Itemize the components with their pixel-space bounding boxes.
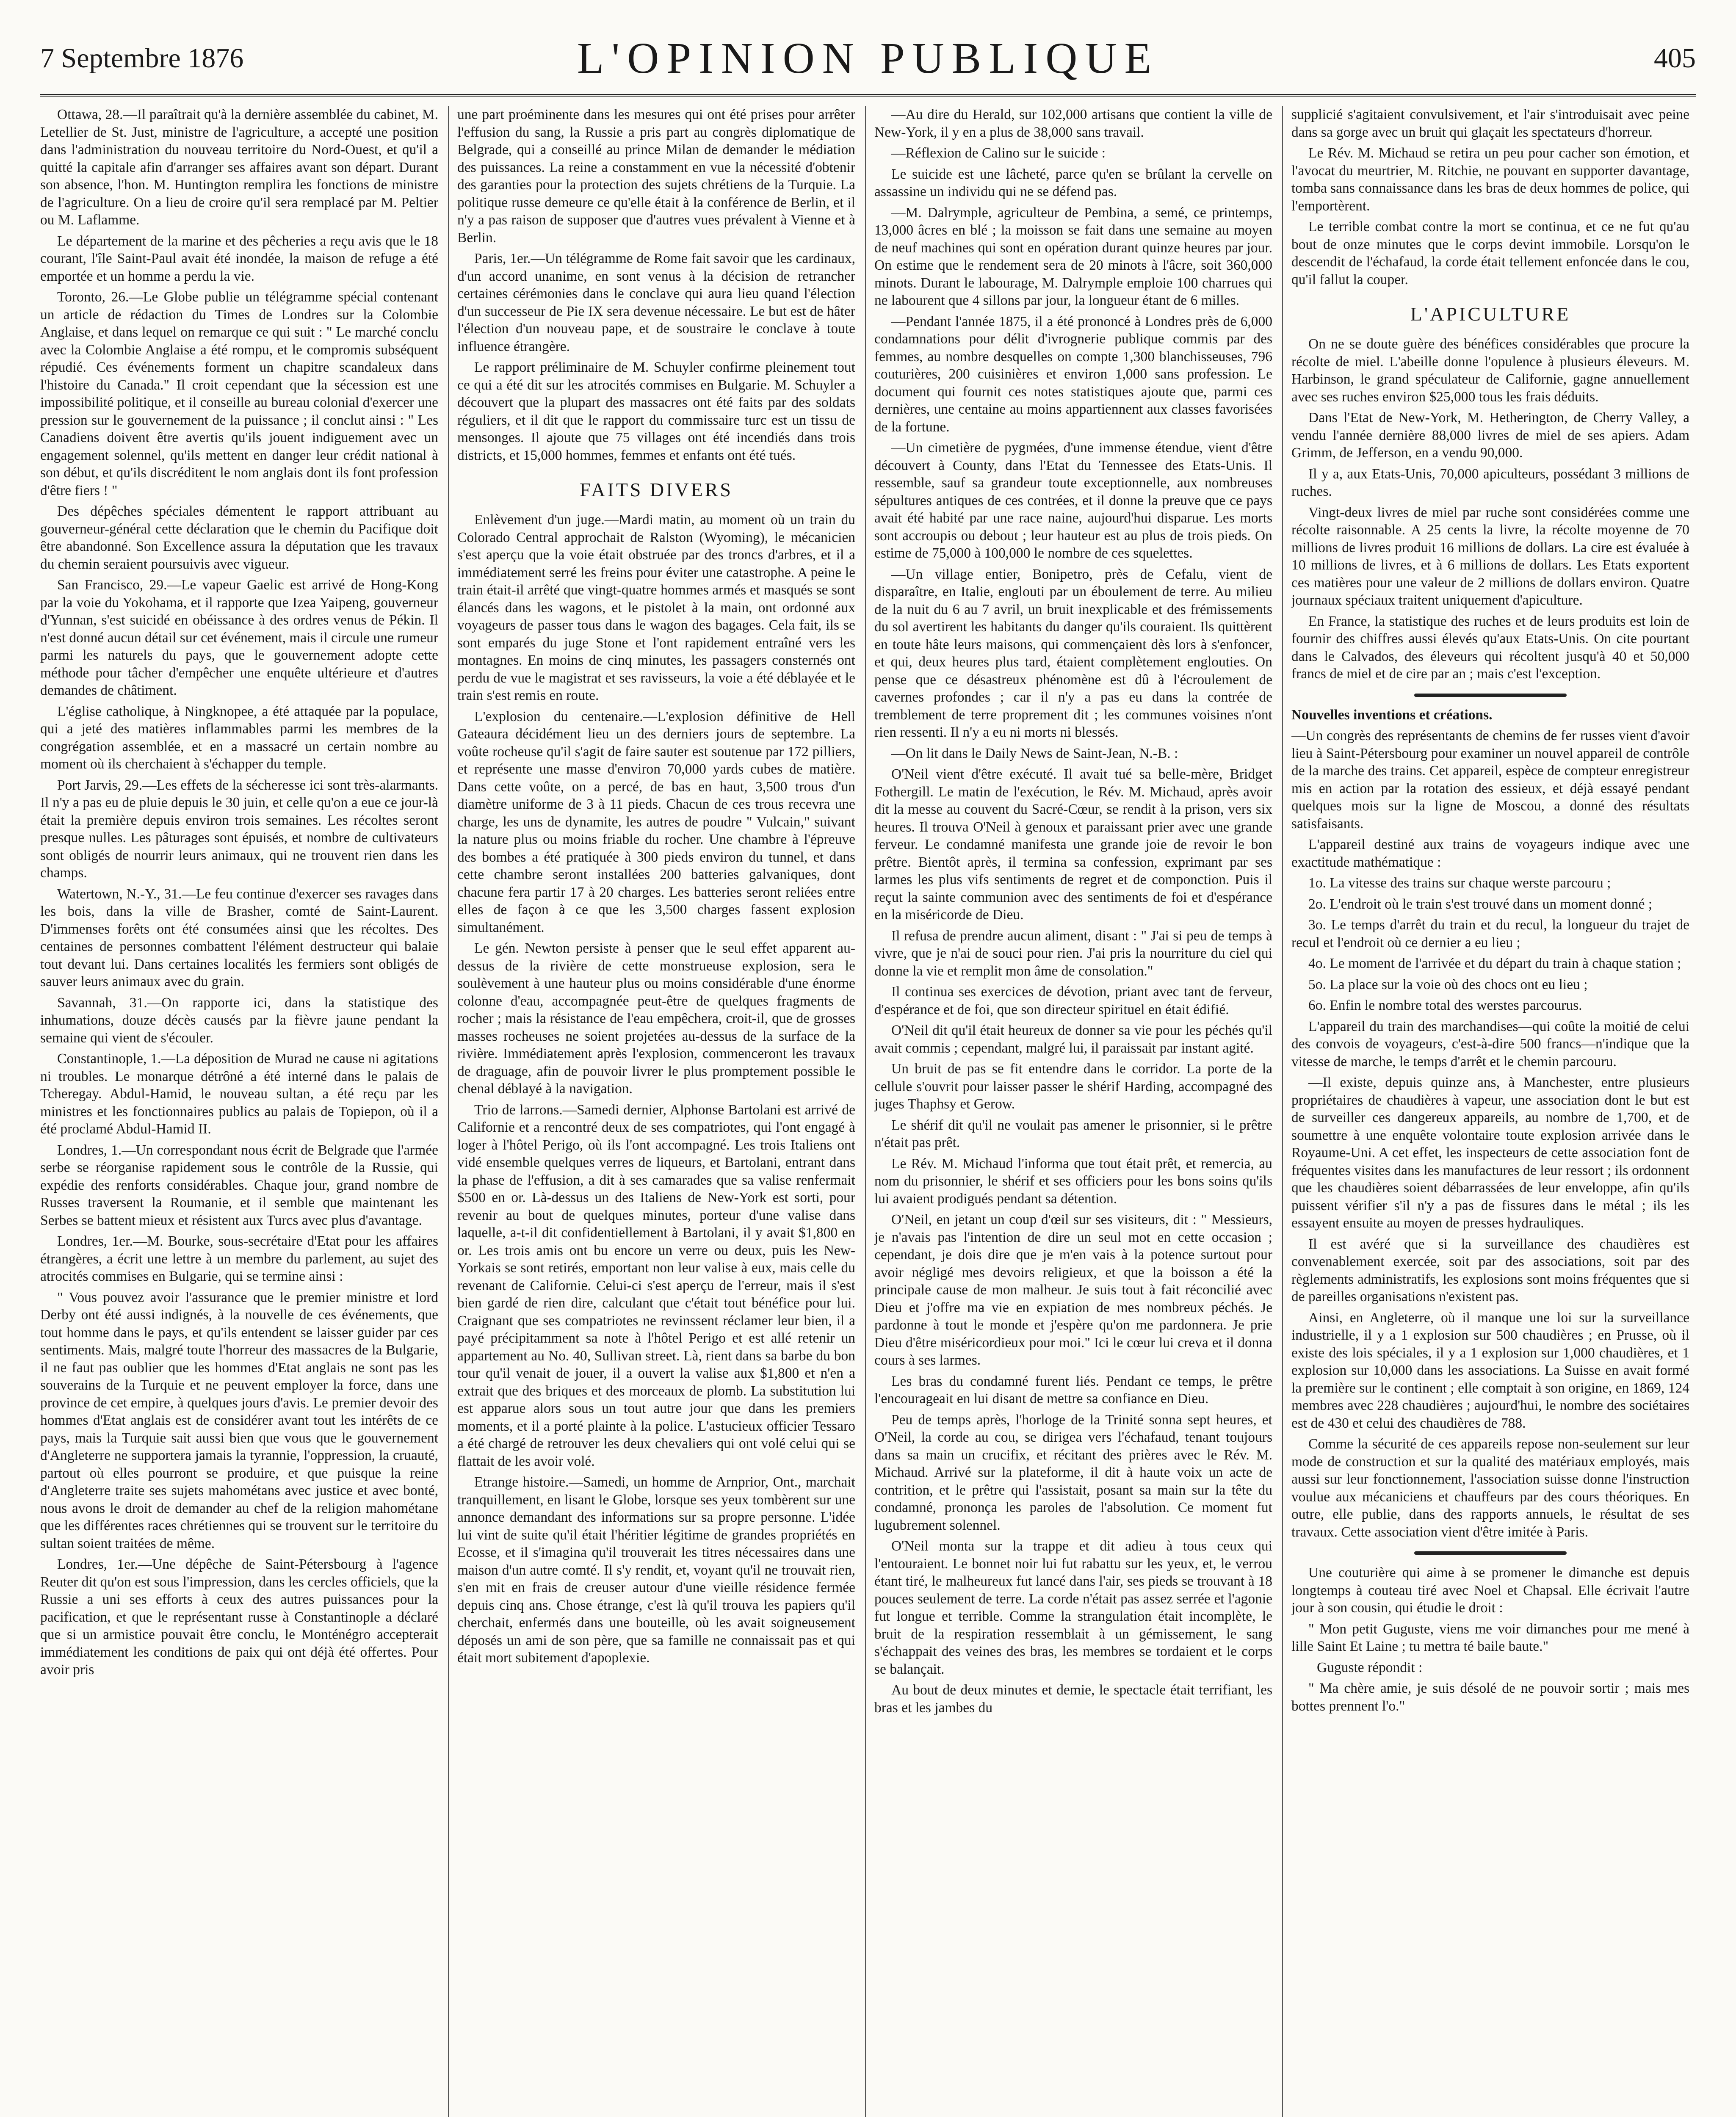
news-paragraph: O'Neil, en jetant un coup d'œil sur ses visiteurs, dit : " Messieurs, je n'avais pas l'intention de dire un seul mot en cette occasion ; cependant, je dois dire que je m'en vais à la potence surtout pour avoir négligé mes devoirs religieux, et que la boisson a été la principale cause de mon malheur. Je suis tout à fait réconcilié avec Dieu et j'offre ma vie en expiation de mes nombreux péchés. Je pardonne à tout le monde et j'espère qu'on me pardonnera. Je prie Dieu d'être miséricordieux pour moi." Ici le cœur lui creva et il donna cours à ses larmes. xyxy=(874,1212,1272,1368)
news-paragraph: Guguste répondit : xyxy=(1317,1659,1423,1675)
masthead xyxy=(40,30,1696,94)
news-paragraph: " Mon petit Guguste, viens me voir dimanches pour me mené à lille Saint Et Laine ; tu mettra té baile baute." xyxy=(1291,1621,1689,1654)
news-paragraph: Le shérif dit qu'il ne voulait pas amener le prisonnier, si le prêtre n'était pas prêt. xyxy=(874,1117,1272,1150)
news-paragraph: Port Jarvis, 29.—Les effets de la sécheresse ici sont très-alarmants. Il n'y a pas eu de pluie depuis le 30 juin, et celle qu'on a eue ce jour-là était la première depuis environ trois semaines. Les récoltes seront presque nulles. Les pâturages sont épuisés, et nombre de cultivateurs sont obligés de nourrir leurs animaux, qui ne trouvent rien dans les champs. xyxy=(40,777,438,881)
news-paragraph: Enlèvement d'un juge.—Mardi matin, au moment où un train du Colorado Central approchait de Ralston (Wyoming), le mécanicien s'est aperçu que la voie était obstruée par des troncs d'arbres, et il a immédiatement serré les freins pour éviter une catastrophe. A peine le train était-il arrêté que vingt-quatre hommes armés et masqués se sont élancés dans les wagons, et le pistolet à la main, ont ordonné aux voyageurs de passer tous dans le wagon des bagages. Cela fait, ils se sont emparés du juge Stone et l'ont rapidement entraîné vers les montagnes. En moins de cinq minutes, les passagers consternés ont perdu de vue le magistrat et ses ravisseurs, la voie a été déblayée et le train s'est remis en route. xyxy=(457,512,855,703)
news-paragraph: —Un village entier, Bonipetro, près de Cefalu, vient de disparaître, en Italie, englouti par un éboulement de terre. Au milieu de la nuit du 6 au 7 avril, un bruit inexplicable et des frémissements du sol avertirent les habitants du danger qu'ils couraient. Ils quittèrent en toute hâte leurs maisons, qui commençaient dès lors à s'enfoncer, et qui, deux heures plus tard, étaient complètement englouties. On pense que ce désastreux phénomène est dû à l'écroulement de cavernes profondes ; car il n'y a pas eu dans la contrée de tremblement de terre proprement dit ; les communes voisines n'ont rien ressenti. Il n'y a eu ni morts ni blessés. xyxy=(874,566,1272,740)
news-paragraph: L'appareil destiné aux trains de voyageurs indique avec une exactitude mathématique : xyxy=(1291,837,1689,870)
news-paragraph: —Il existe, depuis quinze ans, à Manchester, entre plusieurs propriétaires de chaudières à vapeur, une association dont le but est de surveiller ces dangereux appareils, au nombre de 1,700, et de soumettre à une enquête volontaire toute explosion arrivée dans le Royaume-Uni. A cet effet, les inspecteurs de cette association font de fréquentes visites dans les manufactures de leur ressort ; ils ordonnent que les chaudières soient débarrassées de leur enveloppe, afin qu'ils puissent vérifier s'il n'y a pas de fissures dans le métal ; ils les essayent ensuite au moyen de presses hydrauliques. xyxy=(1291,1075,1689,1231)
news-paragraph: supplicié s'agitaient convulsivement, et l'air s'introduisait avec peine dans sa gorge avec un bruit qui glaçait les spectateurs d'horreur. xyxy=(1291,107,1689,140)
news-paragraph: —Au dire du Herald, sur 102,000 artisans que contient la ville de New-York, il y en a plus de 38,000 sans travail. xyxy=(874,107,1272,140)
news-paragraph: Le suicide est une lâcheté, parce qu'en se brûlant la cervelle on assassine un individu qui ne se défend pas. xyxy=(874,166,1272,199)
news-paragraph: Savannah, 31.—On rapporte ici, dans la statistique des inhumations, douze décès causés par la fièvre jaune pendant la semaine qui vient de s'écouler. xyxy=(40,995,438,1046)
news-paragraph: Il continua ses exercices de dévotion, priant avec tant de ferveur, d'espérance et de foi, que son directeur spirituel en était édifié. xyxy=(874,984,1272,1017)
news-paragraph: O'Neil vient d'être exécuté. Il avait tué sa belle-mère, Bridget Fothergill. Le matin de l'exécution, le Rév. M. Michaud, après avoir dit la messe au couvent du Sacré-Cœur, se rendit à la prison, vers six heures. Il trouva O'Neil à genoux et paraissant prier avec une grande ferveur. Le condamné manifesta une grande joie de revoir le bon prêtre. Bientôt après, il termina sa confession, exprimant par ses larmes les plus vifs sentiments de regret et de componction. Puis il reçut la sainte communion avec des sentiments de foi et d'espérance en la miséricorde de Dieu. xyxy=(874,766,1272,923)
news-paragraph: Le Rév. M. Michaud se retira un peu pour cacher son émotion, et l'avocat du meurtrier, M. Ritchie, ne pouvant en supporter davantage, tomba sans connaissance dans les bras de deux hommes de police, qui l'emportèrent. xyxy=(1291,145,1689,214)
news-paragraph: En France, la statistique des ruches et de leurs produits est loin de fournir des chiffres aussi élevés qu'aux Etats-Unis. On cite pourtant dans le Calvados, des éleveurs qui récoltent jusqu'à 40 et 50,000 francs de miel et de cire par an ; mais c'est l'exception. xyxy=(1291,613,1689,682)
newspaper-title: L'OPINION PUBLIQUE xyxy=(577,34,1159,83)
news-paragraph: Les bras du condamné furent liés. Pendant ce temps, le prêtre l'encourageait en lui disant de mettre sa confiance en Dieu. xyxy=(874,1373,1272,1407)
news-paragraph: Des dépêches spéciales démentent le rapport attribuant au gouverneur-général cette déclaration que le chemin du Pacifique doit être abandonné. Son Excellence assura la députation que les travaux du chemin seraient poursuivis avec vigueur. xyxy=(40,503,438,572)
news-paragraph: Le gén. Newton persiste à penser que le seul effet apparent au-dessus de la rivière de cette monstrueuse explosion, sera le soulèvement à une hauteur plus ou moins considérable d'une énorme colonne d'eau, accompagnée peut-être de quelques fragments de rocher ; mais la résistance de l'eau empêchera, croit-il, que de grosses masses rocheuses ne soient projetées au-dessus de la surface de la rivière. Immédiatement après l'explosion, commenceront les travaux de draguage, afin de pouvoir livrer le plus promptement possible le chenal déblayé à la navigation. xyxy=(457,940,855,1097)
news-paragraph: Paris, 1er.—Un télégramme de Rome fait savoir que les cardinaux, d'un accord unanime, en sont venus à la décision de retrancher certaines cérémonies dans le conclave qui aura lieu quand l'élection d'un successeur de Pie IX sera devenue nécessaire. Le but est de hâter l'élection d'un nouveau pape, et de soustraire le conclave à toute influence étrangère. xyxy=(457,251,855,354)
column-divider xyxy=(1282,106,1283,2117)
news-paragraph: Il refusa de prendre aucun aliment, disant : " J'ai si peu de temps à vivre, que je n'ai de souci pour rien. J'ai pris la nourriture du ciel qui donne la vie et remplit mon âme de consolation." xyxy=(874,928,1272,979)
news-paragraph: Une couturière qui aime à se promener le dimanche est depuis longtemps à couteau tiré avec Noel et Chapsal. Elle écrivait l'autre jour à son cousin, qui étudie le droit : xyxy=(1291,1565,1689,1616)
news-paragraph: 2o. L'endroit où le train s'est trouvé dans un moment donné ; xyxy=(1308,896,1653,912)
news-paragraph: —Réflexion de Calino sur le suicide : xyxy=(891,145,1106,161)
news-paragraph: Dans l'Etat de New-York, M. Hetherington, de Cherry Valley, a vendu l'année dernière 88,000 livres de miel de ses apiers. Adam Grimm, de Jefferson, en a vendu 90,000. xyxy=(1291,410,1689,461)
news-paragraph: Le rapport préliminaire de M. Schuyler confirme pleinement tout ce qui a été dit sur les atrocités commises en Bulgarie. M. Schuyler a découvert que la plupart des massacres ont été faits par des soldats réguliers, et il dit que le rapport du commissaire turc est un tissu de mensonges. Il ajoute que 75 villages ont été incendiés dans trois districts, et 15,000 hommes, femmes et enfants ont été tués. xyxy=(457,359,855,463)
column-divider xyxy=(865,106,866,2117)
ornament-divider xyxy=(1291,691,1689,699)
news-paragraph: Ainsi, en Angleterre, où il manque une loi sur la surveillance industrielle, il y a 1 explosion sur 500 chaudières ; en Prusse, où il existe des lois spéciales, il y a 1 explosion sur 1,000 chaudières, et 1 explosion sur 10,000 dans les associations. La Suisse en avait formé la première sur le continent ; elle comptait à son origine, en 1869, 124 membres avec 228 chaudières ; aujourd'hui, le nombre des sociétaires est de 430 et celui des chaudières de 788. xyxy=(1291,1310,1689,1431)
news-paragraph: Le terrible combat contre la mort se continua, et ce ne fut qu'au bout de onze minutes que le corps devint immobile. Lorsqu'on le descendit de l'échafaud, la corde était tellement enfoncée dans le cou, qu'il fallut la couper. xyxy=(1291,219,1689,287)
news-paragraph: —Un congrès des représentants de chemins de fer russes vient d'avoir lieu à Saint-Pétersbourg pour examiner un nouvel appareil de contrôle de la marche des trains. Cet appareil, espèce de compteur enregistreur mis en action par la rotation des essieux, et déjà essayé pendant quelques mois sur la ligne de Moscou, a donné des résultats satisfaisants. xyxy=(1291,728,1689,832)
section-heading-faits-divers: FAITS DIVERS xyxy=(579,479,733,500)
masthead-rule xyxy=(40,94,1696,97)
news-paragraph: Vingt-deux livres de miel par ruche sont considérées comme une récolte raisonnable. A 25 cents la livre, la récolte moyenne de 70 millions de livres produit 16 millions de dollars. La cire est évaluée à 10 millions de livres, et à 6 millions de dollars. Les Etats exportent ces matières pour une valeur de 2 millions de dollars environ. Quatre journaux spéciaux traitent uniquement d'apiculture. xyxy=(1291,504,1689,608)
column-2 xyxy=(457,106,855,2117)
news-paragraph: Londres, 1.—Un correspondant nous écrit de Belgrade que l'armée serbe se réorganise rapidement sous le contrôle de la Russie, qui expédie des renforts considérables. Chaque jour, grand nombre de Russes traversent la Roumanie, et il semble que maintenant les Serbes se battent mieux et résistent aux Turcs avec plus d'avantage. xyxy=(40,1142,438,1228)
news-paragraph: Le Rév. M. Michaud l'informa que tout était prêt, et remercia, au nom du prisonnier, le shérif et ses officiers pour les bons soins qu'ils lui avaient prodigués pendant sa détention. xyxy=(874,1155,1272,1207)
news-paragraph: Watertown, N.-Y., 31.—Le feu continue d'exercer ses ravages dans les bois, dans la ville de Brasher, comté de Saint-Laurent. D'immenses forêts ont été consumées ainsi que les récoltes. Des centaines de personnes combattent l'élément destructeur qui balaie tout devant lui. Dans certaines localités les fermiers sont obligés de sauver leurs animaux avec du grain. xyxy=(40,886,438,989)
page-number: 405 xyxy=(1654,43,1696,74)
news-paragraph: Londres, 1er.—M. Bourke, sous-secrétaire d'Etat pour les affaires étrangères, a écrit une lettre à un membre du parlement, au sujet des atrocités commises en Bulgarie, qui se termine ainsi : xyxy=(40,1233,438,1284)
section-heading-inventions: Nouvelles inventions et créations. xyxy=(1291,707,1493,723)
news-paragraph: Il est avéré que si la surveillance des chaudières est convenablement exercée, soit par des associations, soit par des règlements administratifs, les explosions sont moins fréquentes que si de pareilles organisations n'existent pas. xyxy=(1291,1236,1689,1304)
ornament-divider xyxy=(1291,1548,1689,1556)
news-paragraph: Constantinople, 1.—La déposition de Murad ne cause ni agitations ni troubles. Le monarque détrôné a été interné dans le palais de Tcheregay. Abdul-Hamid, le nouveau sultan, a été reçu par les ministres et les fonctionnaires publics au palais de Topiepon, où il a été proclamé Abdul-Hamid II. xyxy=(40,1051,438,1137)
column-divider xyxy=(448,106,449,2117)
news-paragraph: —On lit dans le Daily News de Saint-Jean, N.-B. : xyxy=(891,745,1178,761)
news-paragraph: Le département de la marine et des pêcheries a reçu avis que le 18 courant, l'île Saint-Paul avait été inondée, la maison de refuge a été emportée et un homme a perdu la vie. xyxy=(40,233,438,284)
news-paragraph: Londres, 1er.—Une dépêche de Saint-Pétersbourg à l'agence Reuter dit qu'on est sous l'impression, dans les cercles officiels, que la Russie a uni ses efforts à ceux des autres puissances pour la pacification, et que le représentant russe à Constantinople a déclaré que si un armistice pouvait être conclu, le Monténégro accepterait immédiatement les conditions de paix qui ont déjà été offertes. Pour avoir pris xyxy=(40,1556,438,1678)
news-paragraph: —M. Dalrymple, agriculteur de Pembina, a semé, ce printemps, 13,000 âcres en blé ; la moisson se fait dans une semaine au moyen de neuf machines qui sont en opération durant quinze heures par jour. On estime que le rendement sera de 20 minots à l'âcre, soit 360,000 minots. Durant le labourage, M. Dalrymple emploie 100 charrues qui ne labourent que 4 sillons par jour, la longueur étant de 6 milles. xyxy=(874,205,1272,308)
news-paragraph: —Un cimetière de pygmées, d'une immense étendue, vient d'être découvert à County, dans l'Etat du Tennessee des Etats-Unis. Il ressemble, sauf sa grandeur toute exceptionnelle, aux nombreuses sépultures antiques de ces contrées, et il donne la preuve que ce pays avait été habité par une race naine, aujourd'hui disparue. Les morts sont accroupis ou debout ; leur hauteur est au plus de trois pieds. On estime de 75,000 à 100,000 le nombre de ces squelettes. xyxy=(874,440,1272,561)
news-paragraph: 5o. La place sur la voie où des chocs ont eu lieu ; xyxy=(1308,976,1588,992)
news-paragraph: Peu de temps après, l'horloge de la Trinité sonna sept heures, et O'Neil, la corde au cou, se dirigea vers l'échafaud, tenant toujours dans sa main un crucifix, et récitant des prières avec le Rév. M. Michaud. Arrivé sur la plateforme, il dit à haute voix un acte de contrition, et le prêtre qui l'assistait, posant sa main sur la tête du condamné, prononça les paroles de l'absolution. Ce moment fut lugubrement solennel. xyxy=(874,1412,1272,1533)
section-heading-apiculture: L'APICULTURE xyxy=(1410,303,1571,325)
news-paragraph: " Vous pouvez avoir l'assurance que le premier ministre et lord Derby ont été aussi indignés, à la nouvelle de ces événements, que tout homme dans le pays, et qu'ils entendent se laisser guider par ces sentiments. Mais, malgré toute l'horreur des massacres de la Bulgarie, il ne faut pas oublier que les hommes d'Etat anglais ne sont pas les souverains de la Turquie et ne peuvent employer la force, dans une province de cet empire, à quelques jours d'avis. Le premier devoir des hommes d'Etat anglais est de considérer avant tout les intérêts de ce pays, mais la Turquie sait aussi bien que vous que le gouvernement d'Angleterre ne supportera jamais la tyrannie, l'oppression, la cruauté, partout où elles pourront se produire, et que puisque la reine d'Angleterre traite ses sujets mahométans avec justice et avec bonté, nous avons le droit de demander au chef de la religion mahométane que les différentes races chrétiennes qui se trouvent sur le territoire du sultan soient traitées de même. xyxy=(40,1289,438,1551)
news-paragraph: 4o. Le moment de l'arrivée et du départ du train à chaque station ; xyxy=(1308,956,1681,971)
news-paragraph: une part proéminente dans les mesures qui ont été prises pour arrêter l'effusion du sang, la Russie a pris part au congrès diplomatique de Belgrade, qui a conseillé au prince Milan de demander le médiation des puissances. La reine a constamment en vue la nécessité d'obtenir des garanties pour la protection des sujets chrétiens de la Turquie. La politique russe demeure ce qu'elle était à la conférence de Berlin, et il n'y a pas raison de supposer que d'autres vues prévalent à Vienne et à Berlin. xyxy=(457,107,855,246)
news-paragraph: Un bruit de pas se fit entendre dans le corridor. La porte de la cellule s'ouvrit pour laisser passer le shérif Harding, accompagné des juges Thaphsy et Gerow. xyxy=(874,1061,1272,1112)
news-paragraph: Trio de larrons.—Samedi dernier, Alphonse Bartolani est arrivé de Californie et a rencontré deux de ses compatriotes, qui l'ont engagé à loger à l'hôtel Perigo, où ils l'ont accompagné. Les trois Italiens ont vidé ensemble quelques verres de liqueurs, et Bartolani, entrant dans la phase de l'effusion, a dit à ses camarades que sa valise renfermait $500 en or. Là-dessus un des Italiens de New-York est sorti, pour revenir au bout de quelques minutes, porteur d'une valise dans laquelle, a-t-il dit confidentiellement à Bartolani, il y avait $1,800 en or. Les trois amis ont bu encore un verre ou deux, puis les New-Yorkais se sont retirés, emportant non leur valise à eux, mais celle du revenant de Californie. Celui-ci s'est aperçu de l'erreur, mais il s'est bien gardé de rien dire, calculant que c'était tout bénéfice pour lui. Craignant que ses compatriotes ne revinssent réclamer leur bien, il a payé précipitamment sa note à l'hôtel Perigo et est allé retenir un appartement au No. 40, Sullivan street. Là, rient dans sa barbe du bon tour qu'il venait de jouer, il a ouvert la valise aux $1,800 et n'en a extrait que des briques et des morceaux de plomb. La substitution lui est apparue alors sous un tout autre jour que dans les premiers moments, et il a porté plainte à la police. L'astucieux officier Tessaro a été chargé de retrouver les deux chevaliers qui ont volé celui qui se flattait de les avoir volé. xyxy=(457,1102,855,1469)
news-paragraph: Toronto, 26.—Le Globe publie un télégramme spécial contenant un article de rédaction du Times de Londres sur la Colombie Anglaise, et dans lequel on remarque ce qui suit : " Le marché conclu avec la Colombie Anglaise a été rompu, et le compromis subséquent répudié. Ces événements forment un chapitre scandaleux dans l'histoire du Canada." Il croit cependant que la sécession est une impossibilité politique, et il conseille au bureau colonial d'exercer une pression sur le gouvernement de la puissance ; il conclut ainsi : " Les Canadiens doivent être avertis qu'ils jouent indiguement avec un engagement solennel, qu'ils mettent en danger leur crédit national à son début, et qu'ils discréditent le nom anglais dont ils font profession d'être fiers ! " xyxy=(40,289,438,498)
column-1 xyxy=(40,106,438,2117)
news-paragraph: —Pendant l'année 1875, il a été prononcé à Londres près de 6,000 condamnations pour délit d'ivrognerie publique commis par des femmes, au nombre desquelles on compte 1,300 blanchisseuses, 796 couturières, 200 cuisinières et environ 1,000 sans profession. Le document qui fournit ces notes statistiques ajoute que, parmi ces dernières, une centaine au moins appartiennent aux classes favorisées de la fortune. xyxy=(874,313,1272,435)
news-paragraph: 1o. La vitesse des trains sur chaque werste parcouru ; xyxy=(1308,875,1611,891)
news-paragraph: Au bout de deux minutes et demie, le spectacle était terrifiant, les bras et les jambes du xyxy=(874,1682,1272,1716)
news-paragraph: L'appareil du train des marchandises—qui coûte la moitié de celui des convois de voyageurs, c'est-à-dire 500 francs—n'indique que la vitesse de marche, le temps d'arrêt et le chemin parcouru. xyxy=(1291,1018,1689,1070)
news-paragraph: Ottawa, 28.—Il paraîtrait qu'à la dernière assemblée du cabinet, M. Letellier de St. Just, ministre de l'agriculture, a accepté une position dans l'administration du nouveau territoire du Nord-Ouest, et qu'il a quitté la capitale afin d'arranger ses affaires avant son départ. Durant son absence, l'hon. M. Huntington remplira les fonctions de ministre de l'agriculture. On a lieu de croire qu'il sera remplacé par M. Peltier ou M. Laflamme. xyxy=(40,107,438,228)
news-paragraph: L'église catholique, à Ningknopee, a été attaquée par la populace, qui a jeté des matières inflammables parmi les membres de la congrégation assemblée, et en a massacré un certain nombre au moment où ils cherchaient à s'échapper du temple. xyxy=(40,703,438,772)
column-3 xyxy=(874,106,1272,2117)
news-paragraph: 6o. Enfin le nombre total des werstes parcourus. xyxy=(1308,998,1582,1013)
news-paragraph: L'explosion du centenaire.—L'explosion définitive de Hell Gateaura décidément lieu un des derniers jours de septembre. La voûte rocheuse qu'il s'agit de faire sauter est soutenue par 172 pilliers, et représente une masse d'environ 70,000 yards cubes de matière. Dans cette voûte, on a percé, de bas en haut, 3,500 trous d'un diamètre uniforme de 3 à 11 pieds. Chacun de ces trous recevra une charge, les uns de dynamite, les autres de poudre " Vulcain," suivant la nature plus ou moins friable du rocher. Une chambre à l'épreuve des bombes a été pratiquée à 300 pieds environ du tunnel, et dans cette chambre seront installées 200 batteries galvaniques, dont chacune fera partir 17 à 20 charges. Les batteries seront reliées entre elles de façon à ce que les 3,500 charges fassent explosion simultanément. xyxy=(457,708,855,935)
news-paragraph: O'Neil dit qu'il était heureux de donner sa vie pour les péchés qu'il avait commis ; cependant, malgré lui, il paraissait par instant agité. xyxy=(874,1023,1272,1056)
column-4 xyxy=(1291,106,1689,2117)
issue-date: 7 Septembre 1876 xyxy=(40,43,244,74)
news-paragraph: On ne se doute guère des bénéfices considérables que procure la récolte de miel. L'abeille donne l'opulence à plusieurs éleveurs. M. Harbinson, le grand spéculateur de Californie, gagne annuellement avec ses ruches environ $25,000 tous les frais déduits. xyxy=(1291,336,1689,405)
news-paragraph: 3o. Le temps d'arrêt du train et du recul, la longueur du trajet de recul et l'endroit où ce dernier a eu lieu ; xyxy=(1291,917,1689,951)
news-paragraph: San Francisco, 29.—Le vapeur Gaelic est arrivé de Hong-Kong par la voie du Yokohama, et il rapporte que Izea Yaipeng, gouverneur d'Yunnan, s'est suicidé en obéissance à des ordres venus de Pékin. Il n'est donné aucun détail sur cet événement, mais il circule une rumeur parmi les naturels du pays, que le gouvernement adopte cette méthode pour tâcher d'empêcher une enquête ultérieure et d'autres demandes de châtiment. xyxy=(40,577,438,698)
news-paragraph: O'Neil monta sur la trappe et dit adieu à tous ceux qui l'entouraient. Le bonnet noir lui fut rabattu sur les yeux, et, le verrou étant tiré, le malheureux fut lancé dans l'air, ses pieds se trouvant à 18 pouces seulement de terre. La corde n'était pas assez serrée et l'agonie fut longue et terrible. Comme la strangulation était incomplète, le bruit de la respiration ressemblait à un gémissement, le sang s'échappait des veines des bras, les membres se tordaient et le corps se balançait. xyxy=(874,1538,1272,1677)
news-paragraph: Il y a, aux Etats-Unis, 70,000 apiculteurs, possédant 3 millions de ruches. xyxy=(1291,466,1689,499)
news-paragraph: Etrange histoire.—Samedi, un homme de Arnprior, Ont., marchait tranquillement, en lisant le Globe, lorsque ses yeux tombèrent sur une annonce demandant des informations sur sa propre personne. L'idée lui vint de suite qu'il était l'héritier légitime de grandes propriétés en Ecosse, et il s'imagina qu'il trouverait les titres nécessaires dans une maison d'un autre comté. Il s'y rendit, et, voyant qu'il ne trouvait rien, s'en mit en frais de creuser autour d'une vieille résidence fermée depuis cinq ans. Chose étrange, c'est là qu'il trouva les papiers qu'il cherchait, enfermés dans une bouteille, où les avait soigneusement déposés un ami de son père, que sa famille ne connaissait pas et qui était mort subitement d'apoplexie. xyxy=(457,1474,855,1666)
news-paragraph: Comme la sécurité de ces appareils repose non-seulement sur leur mode de construction et sur la qualité des matériaux employés, mais aussi sur leur fonctionnement, l'association suisse donne l'instruction voulue aux mécaniciens et chauffeurs par des cours théoriques. En outre, elle publie, dans des rapports annuels, le résultat de ses travaux. Cette association vient d'être imitée à Paris. xyxy=(1291,1436,1689,1540)
news-paragraph: " Ma chère amie, je suis désolé de ne pouvoir sortir ; mais mes bottes prennent l'o." xyxy=(1291,1680,1689,1714)
